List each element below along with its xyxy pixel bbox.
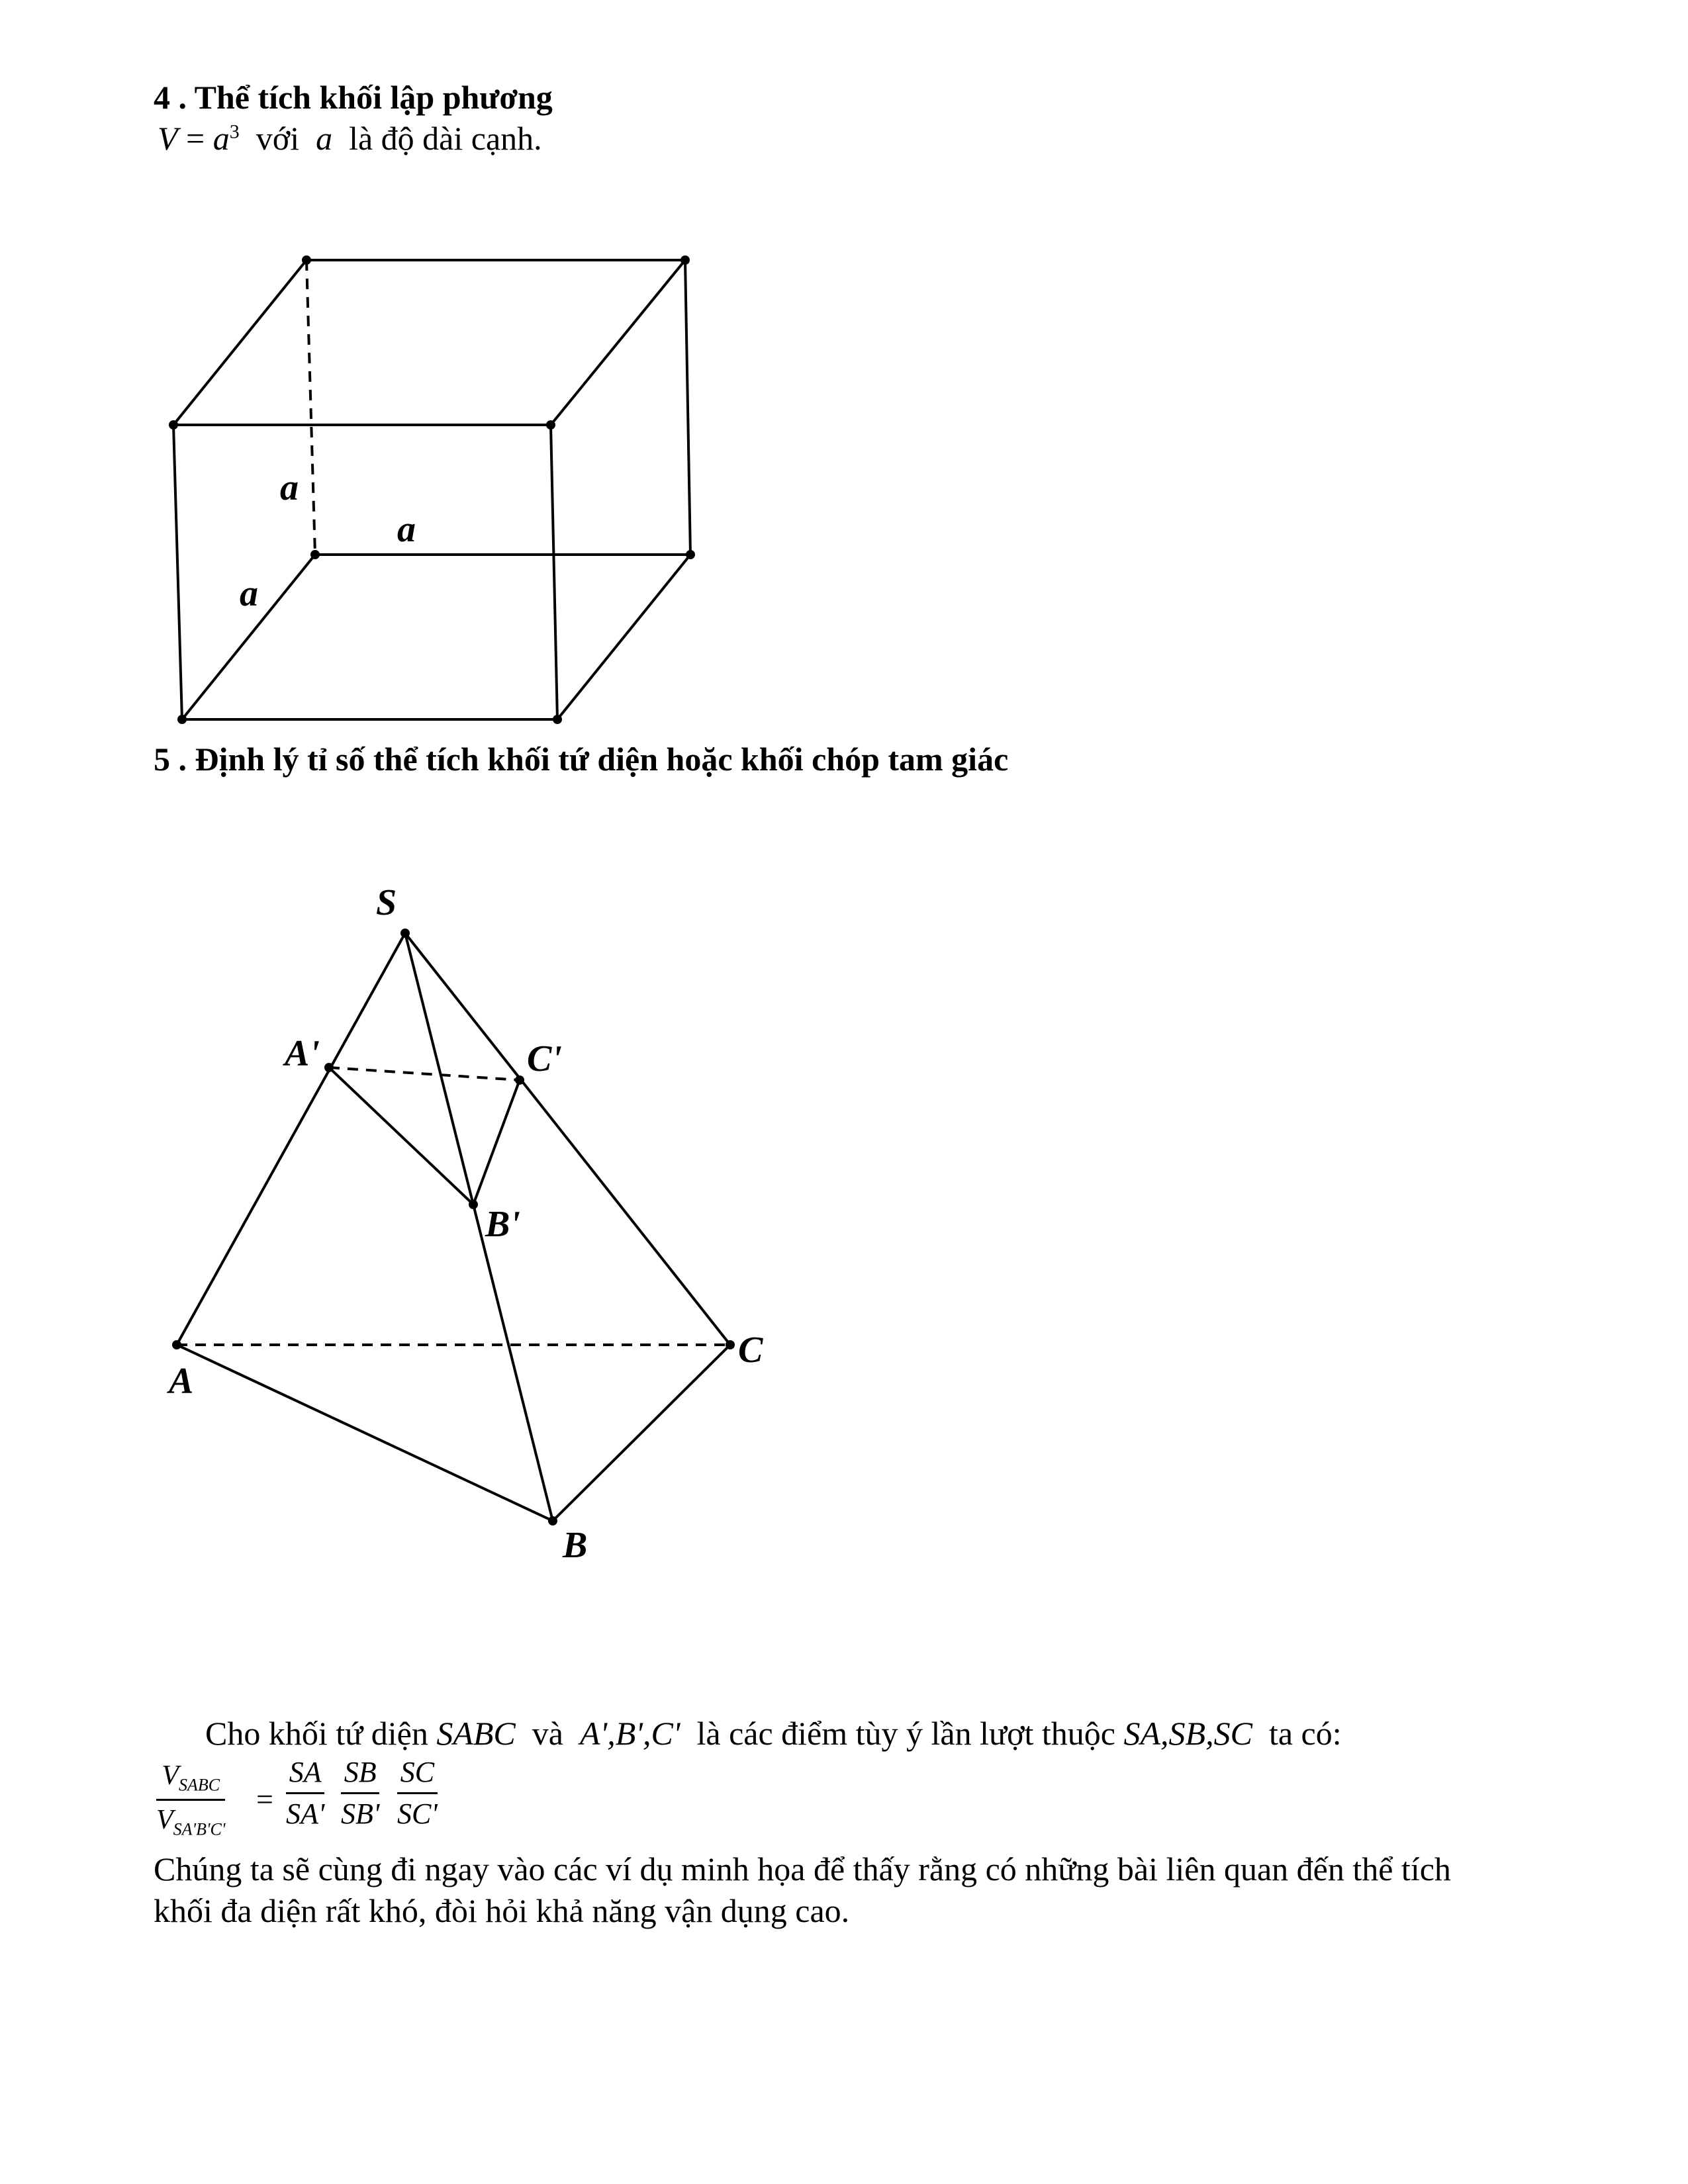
tetra-edge-AprimeCprime-hidden xyxy=(329,1068,520,1080)
ratio-SA: SA SA' xyxy=(286,1756,325,1830)
ratio-SB: SB SB' xyxy=(341,1756,380,1830)
tetra-vertex-S xyxy=(400,929,410,938)
tetra-edge-SC xyxy=(405,933,730,1345)
lhs-fraction xyxy=(156,1762,225,1839)
formula-equals: = xyxy=(256,1782,273,1816)
section4-title: 4 . Thể tích khối lập phương xyxy=(154,79,553,116)
tetra-vertex-A xyxy=(172,1340,181,1349)
tetra-vertex-Cprime xyxy=(515,1075,524,1085)
theorem-we-have: ta có: xyxy=(1268,1715,1342,1752)
tetra-label-Bprime: B' xyxy=(485,1204,520,1245)
tetra-edge-AB xyxy=(177,1345,553,1521)
ratio-SC: SC SC' xyxy=(397,1756,438,1830)
formula-a: a xyxy=(212,120,230,157)
lhs-numerator: $V_{SABC}$ xyxy=(162,1760,220,1795)
theorem-tetra: SABC xyxy=(436,1715,516,1752)
theorem-intro: Cho khối tứ diện xyxy=(205,1715,428,1752)
tetra-edge-AprimeBprime xyxy=(329,1068,473,1205)
theorem-and: và xyxy=(532,1715,563,1752)
tetra-label-S: S xyxy=(376,882,397,923)
tetra-label-B: B xyxy=(563,1525,588,1566)
tetra-vertex-C xyxy=(726,1340,735,1349)
tetra-edge-SA xyxy=(177,933,405,1345)
tetra-edge-SB xyxy=(405,933,553,1521)
formula-var: a xyxy=(316,120,333,157)
theorem-belong: là các điểm tùy ý lần lượt thuộc xyxy=(696,1715,1116,1752)
theorem-points: A',B',C' xyxy=(579,1715,680,1752)
tetra-edge-CprimeBprime xyxy=(473,1080,520,1205)
closing-line-1: Chúng ta sẽ cùng đi ngay vào các ví dụ minh họa để thấy rằng có những bài liên quan đến thể tích xyxy=(154,1850,1451,1888)
cube-label-top: a xyxy=(397,509,416,550)
tetra-label-C: C xyxy=(738,1330,763,1371)
lhs-denominator: $V_{SA'B'C'}$ xyxy=(156,1805,226,1839)
cube-label-bottom: a xyxy=(240,573,258,614)
formula-desc: là độ dài cạnh. xyxy=(349,120,542,157)
theorem-statement xyxy=(205,1714,1342,1752)
cube-label-vertical: a xyxy=(280,467,299,508)
tetra-edge-BC xyxy=(553,1345,730,1521)
tetra-vertex-Aprime xyxy=(324,1063,334,1072)
formula-v: V xyxy=(158,120,178,157)
formula-eq: = xyxy=(186,120,205,157)
tetra-vertex-Bprime xyxy=(469,1200,478,1209)
formula-with: với xyxy=(256,120,300,157)
section5-title: 5 . Định lý tỉ số thể tích khối tứ diện hoặc khối chóp tam giác xyxy=(154,741,1009,778)
tetra-label-A: A xyxy=(169,1361,194,1402)
theorem-edges: SA,SB,SC xyxy=(1123,1715,1252,1752)
tetra-label-Cprime: C' xyxy=(527,1038,562,1079)
formula-exponent: 3 xyxy=(229,120,240,143)
closing-line-2: khối đa diện rất khó, đòi hỏi khả năng vận dụng cao. xyxy=(154,1892,850,1929)
tetra-label-Aprime: A' xyxy=(285,1033,320,1074)
tetra-vertex-B xyxy=(548,1516,557,1525)
